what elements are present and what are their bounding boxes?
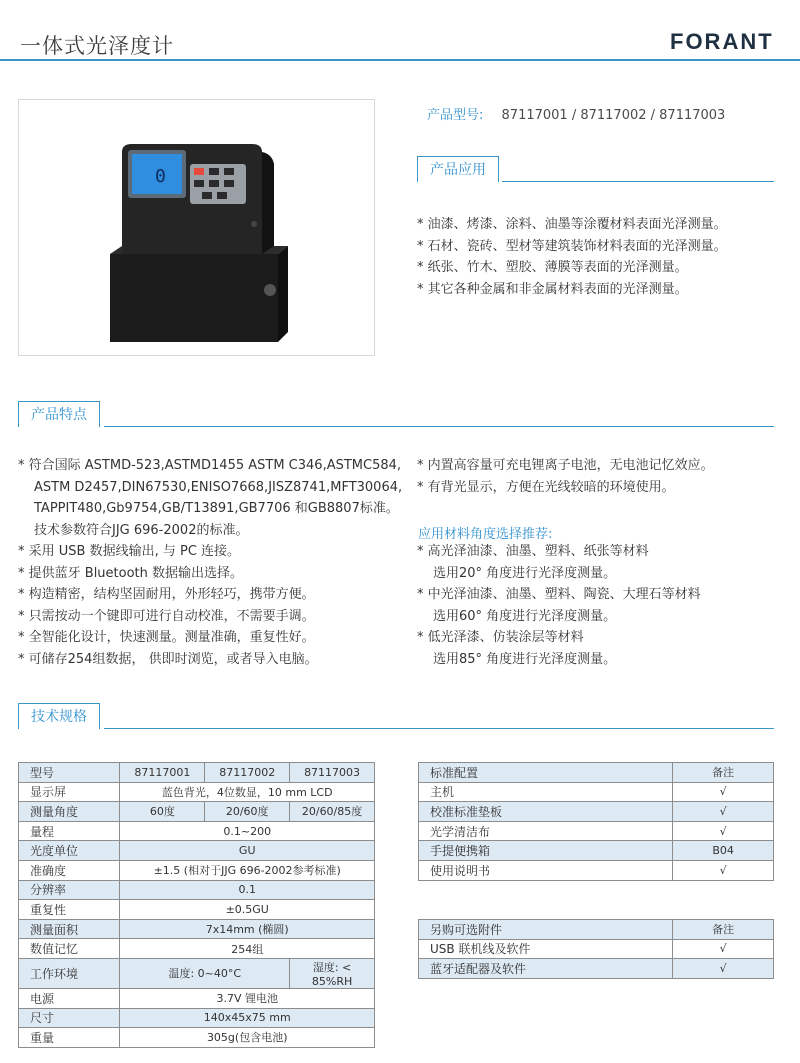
table-row: 主机 √ xyxy=(419,782,774,802)
list-item: * 油漆、烤漆、涂料、油墨等涂覆材料表面光泽测量。 xyxy=(417,214,797,236)
table-row: 分辨率 0.1 xyxy=(19,880,375,900)
table-row: 工作环境 温度: 0~40°C 湿度: < 85%RH xyxy=(19,958,375,988)
list-item: * 中光泽油漆、油墨、塑料、陶瓷、大理石等材料 选用60° 角度进行光泽度测量。 xyxy=(417,584,797,627)
brand-logo: FORANT xyxy=(670,29,774,54)
features-underline xyxy=(104,426,774,427)
table-row: 蓝牙适配器及软件 √ xyxy=(419,959,774,979)
list-item: * 石材、瓷砖、型材等建筑装饰材料表面的光泽测量。 xyxy=(417,236,797,258)
product-models xyxy=(427,104,725,123)
recommendation-list xyxy=(417,541,797,670)
table-row: 测量角度 60度 20/60度 20/60/85度 xyxy=(19,802,375,822)
product-photo-frame xyxy=(18,99,375,356)
table-row: 光学清洁布 √ xyxy=(419,821,774,841)
header-divider xyxy=(0,59,800,61)
list-item: * 可储存254组数据， 供即时浏览，或者导入电脑。 xyxy=(18,649,413,671)
features-right-list xyxy=(417,455,797,498)
table-row: 测量面积 7x14mm (椭圆) xyxy=(19,919,375,939)
optional-accessories-table xyxy=(418,919,774,979)
table-row: 准确度 ±1.5 (相对于JJG 696-2002参考标准) xyxy=(19,860,375,880)
list-item: * 全智能化设计，快速测量。测量准确，重复性好。 xyxy=(18,627,413,649)
specs-underline xyxy=(104,728,774,729)
table-row: 尺寸 140x45x75 mm xyxy=(19,1008,375,1028)
gloss-meter-image xyxy=(102,142,292,352)
features-left-list xyxy=(18,455,413,670)
list-item: * 只需按动一个键即可进行自动校准，不需要手调。 xyxy=(18,606,413,628)
device-screen-readout: 0 xyxy=(155,166,166,187)
list-item: * 高光泽油漆、油墨、塑料、纸张等材料 选用20° 角度进行光泽度测量。 xyxy=(417,541,797,584)
list-item: * 有背光显示，方便在光线较暗的环境使用。 xyxy=(417,477,797,499)
standard-config-table xyxy=(418,762,774,881)
page-title: 一体式光泽度计 xyxy=(20,34,174,58)
list-item: * 内置高容量可充电锂离子电池，无电池记忆效应。 xyxy=(417,455,797,477)
table-row: 光度单位 GU xyxy=(19,841,375,861)
table-row: 型号 87117001 87117002 87117003 xyxy=(19,763,375,783)
table-row: 重量 305g(包含电池) xyxy=(19,1028,375,1048)
list-item: * 纸张、竹木、塑胶、薄膜等表面的光泽测量。 xyxy=(417,257,797,279)
table-row: 显示屏 蓝色背光，4位数显，10 mm LCD xyxy=(19,782,375,802)
list-item: * 其它各种金属和非金属材料表面的光泽测量。 xyxy=(417,279,797,301)
section-tab-features: 产品特点 xyxy=(18,401,100,427)
table-row: 使用说明书 √ xyxy=(419,860,774,880)
application-underline xyxy=(502,181,774,182)
spec-table xyxy=(18,762,375,1048)
table-row: 量程 0.1~200 xyxy=(19,821,375,841)
list-item: * 构造精密，结构坚固耐用，外形轻巧，携带方便。 xyxy=(18,584,413,606)
table-row: 重复性 ±0.5GU xyxy=(19,900,375,920)
models-value: 87117001 / 87117002 / 87117003 xyxy=(501,108,726,123)
application-list xyxy=(417,214,797,300)
section-tab-specs: 技术规格 xyxy=(18,703,100,729)
table-row: USB 联机线及软件 √ xyxy=(419,939,774,959)
table-row: 另购可选附件 备注 xyxy=(419,920,774,940)
recommendation-title: 应用材料角度选择推荐: xyxy=(418,527,553,542)
table-row: 手提便携箱 B04 xyxy=(419,841,774,861)
table-row: 电源 3.7V 锂电池 xyxy=(19,988,375,1008)
list-item: * 采用 USB 数据线输出, 与 PC 连接。 xyxy=(18,541,413,563)
table-row: 标准配置 备注 xyxy=(419,763,774,783)
list-item: * 提供蓝牙 Bluetooth 数据输出选择。 xyxy=(18,563,413,585)
list-item: * 低光泽漆、仿装涂层等材料 选用85° 角度进行光泽度测量。 xyxy=(417,627,797,670)
section-tab-application: 产品应用 xyxy=(417,156,499,182)
list-item: * 符合国际 ASTMD-523,ASTMD1455 ASTM C346,ASTMC584, ASTM D2457,DIN67530,ENISO7668,JISZ8741,MFT30064, TAPPIT480,Gb9754,GB/T13891,GB7706 和GB8807标准。 技术参数符合JJG 696-2002的标准。 xyxy=(18,455,413,541)
button-grid-icon xyxy=(190,164,246,204)
table-row: 校准标准垫板 √ xyxy=(419,802,774,822)
table-row: 数值记忆 254组 xyxy=(19,939,375,959)
models-label: 产品型号: xyxy=(427,108,484,123)
